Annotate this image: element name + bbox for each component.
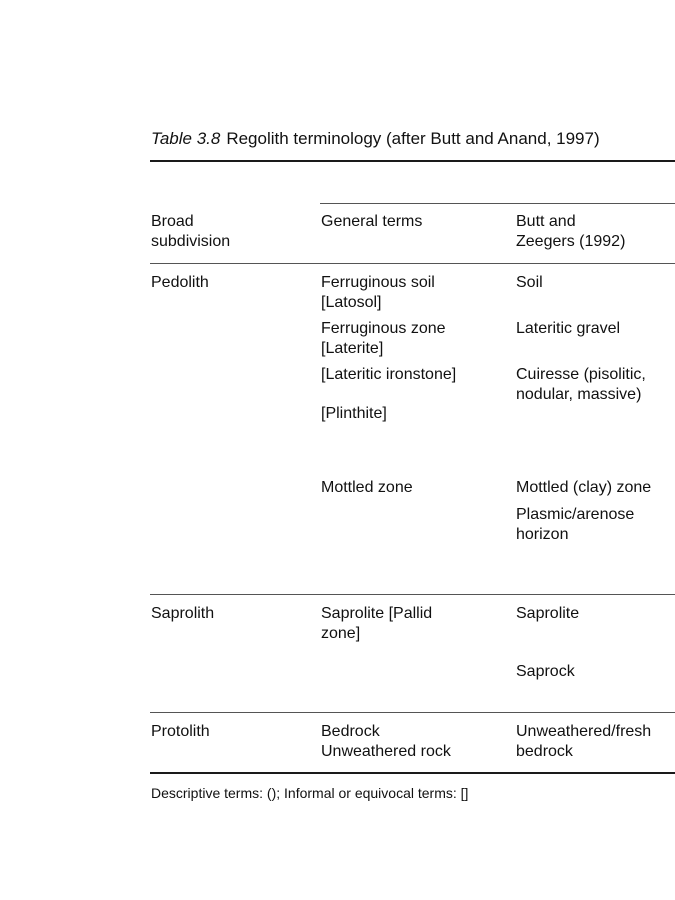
bottom-rule <box>150 772 675 774</box>
header-bottom-rule <box>150 263 675 264</box>
section-rule-2 <box>150 712 675 713</box>
header-broad-subdivision: Broad subdivision <box>151 213 231 250</box>
section-rule-1 <box>150 594 675 595</box>
table-title: Regolith terminology (after Butt and Anand, 1997) <box>226 129 600 148</box>
row-label-saprolith: Saprolith <box>151 605 215 622</box>
butt-term-cell: Saprock <box>516 663 575 680</box>
butt-term-cell: Cuiresse (pisolitic, nodular, massive) <box>516 366 646 403</box>
table-caption <box>151 128 600 150</box>
butt-term-cell: Unweathered/fresh bedrock <box>516 723 652 760</box>
general-term-cell: Ferruginous zone [Laterite] <box>321 320 446 357</box>
general-term-cell: Ferruginous soil [Latosol] <box>321 274 435 311</box>
general-term-cell: [Lateritic ironstone] <box>321 366 457 383</box>
general-term-cell: Saprolite [Pallid zone] <box>321 605 433 642</box>
row-label-pedolith: Pedolith <box>151 274 209 291</box>
butt-term-cell: Soil <box>516 274 543 291</box>
butt-term-cell: Plasmic/arenose horizon <box>516 506 635 543</box>
general-term-cell: Mottled zone <box>321 479 413 496</box>
butt-term-cell: Mottled (clay) zone <box>516 479 652 496</box>
table-number: Table 3.8 <box>151 129 221 148</box>
row-label-protolith: Protolith <box>151 723 210 740</box>
header-butt-zeegers: Butt and Zeegers (1992) <box>516 213 626 250</box>
header-general-terms: General terms <box>321 213 423 230</box>
top-rule <box>150 160 675 162</box>
butt-term-cell: Saprolite <box>516 605 580 622</box>
table-footnote: Descriptive terms: (); Informal or equivocal terms: [] <box>151 785 469 801</box>
column-group-rule <box>320 203 675 204</box>
general-term-cell: Bedrock Unweathered rock <box>321 723 451 760</box>
general-term-cell: [Plinthite] <box>321 405 387 422</box>
butt-term-cell: Lateritic gravel <box>516 320 621 337</box>
